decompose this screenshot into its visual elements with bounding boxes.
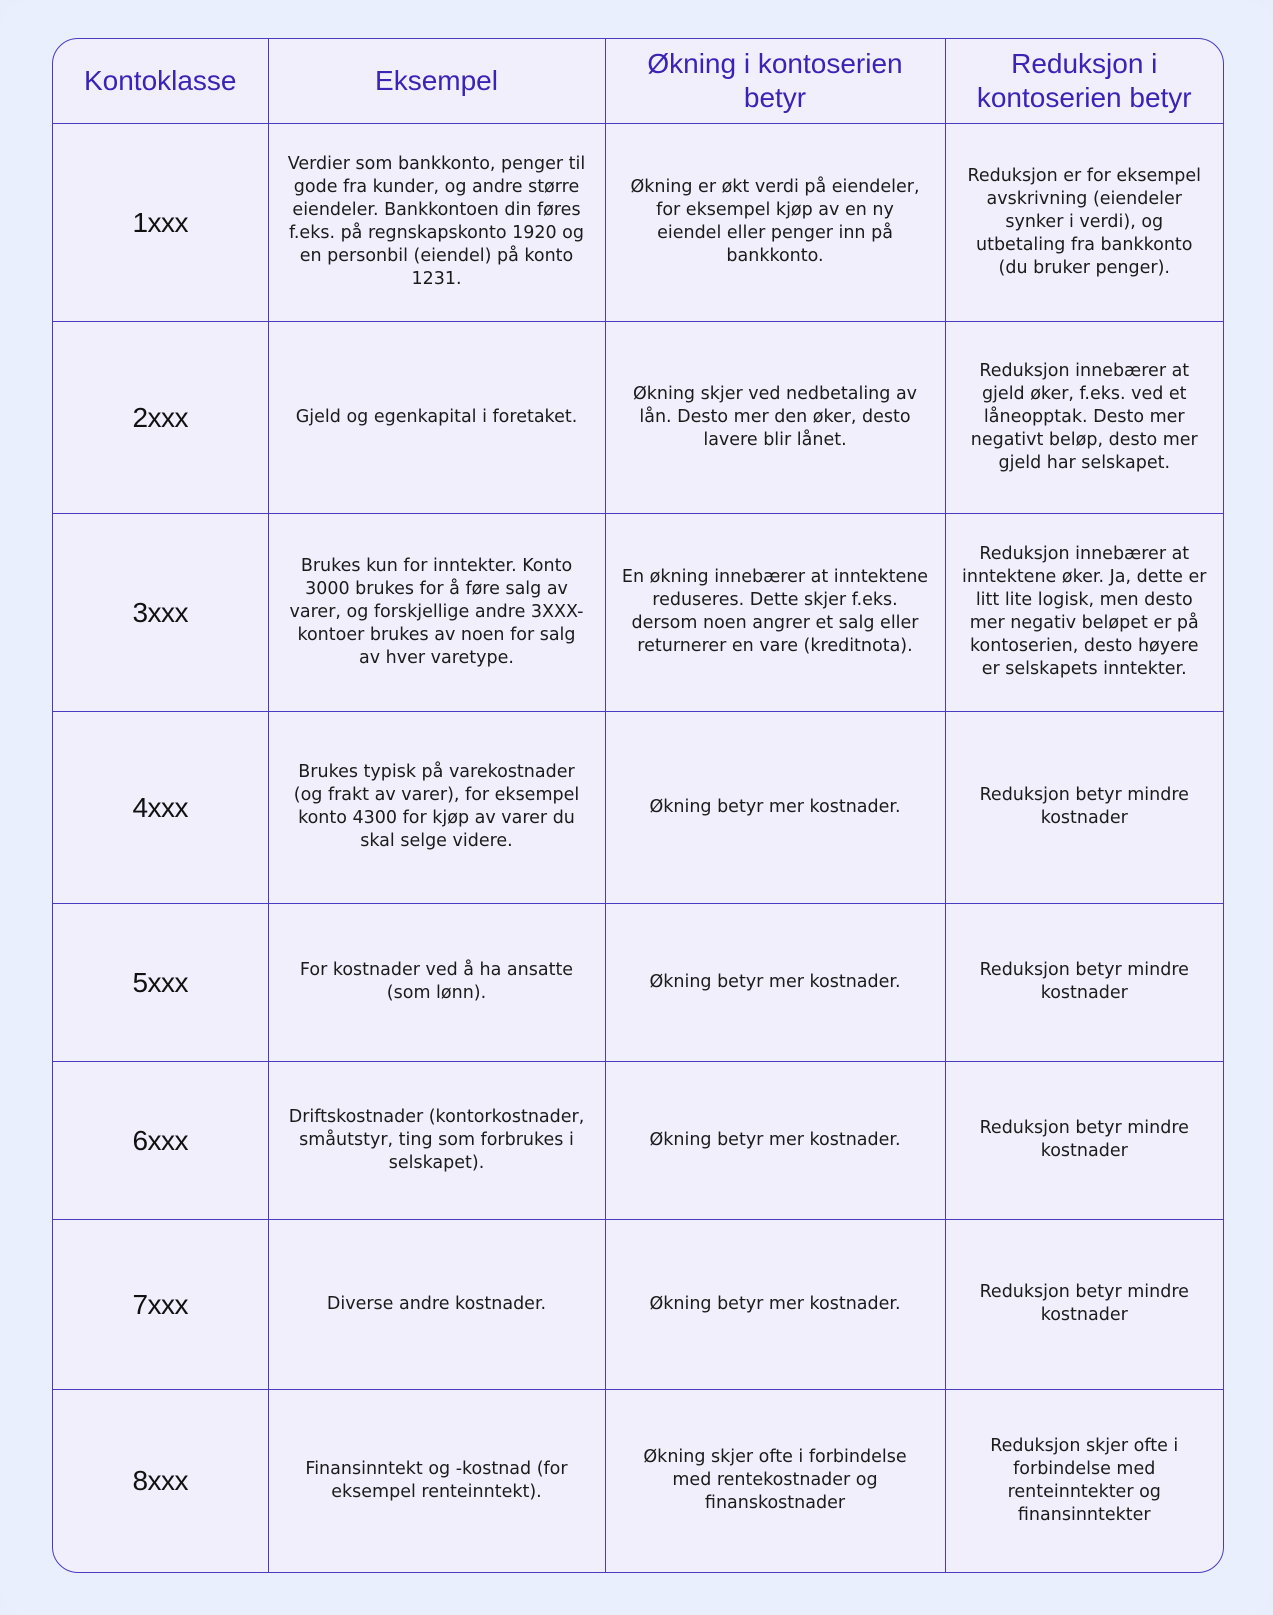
eksempel-cell: Driftskostnader (kontorkostnader, småutstyr, ting som forbrukes i selskapet).: [268, 1061, 605, 1219]
reduksjon-cell: Reduksjon innebærer at inntektene øker. Ja, dette er litt lite logisk, men desto mer negativ beløpet er på kontoserien, desto høyere er selskapets inntekter.: [945, 513, 1223, 711]
header-row: [53, 39, 1223, 123]
table-row: [53, 1219, 1223, 1389]
eksempel-cell: For kostnader ved å ha ansatte (som lønn).: [268, 903, 605, 1061]
kontoklasse-cell: 5xxx: [53, 903, 268, 1061]
reduksjon-cell: Reduksjon betyr mindre kostnader: [945, 903, 1223, 1061]
kontoklasse-cell: 6xxx: [53, 1061, 268, 1219]
kontoklasse-cell: 3xxx: [53, 513, 268, 711]
kontoklasse-cell: 2xxx: [53, 321, 268, 513]
kontoklasse-cell: 7xxx: [53, 1219, 268, 1389]
table-row: [53, 321, 1223, 513]
header-okning: Økning i kontoserien betyr: [605, 39, 945, 123]
kontoklasse-cell: 4xxx: [53, 711, 268, 903]
okning-cell: Økning betyr mer kostnader.: [605, 1219, 945, 1389]
reduksjon-cell: Reduksjon skjer ofte i forbindelse med renteinntekter og finansinntekter: [990, 1435, 1179, 1525]
okning-cell: Økning betyr mer kostnader.: [605, 711, 945, 903]
kontoklasse-table: [53, 39, 1223, 1572]
table-row: [53, 123, 1223, 321]
okning-cell: Økning er økt verdi på eiendeler, for eksempel kjøp av en ny eiendel eller penger inn på bankkonto.: [605, 123, 945, 321]
header-kontoklasse: Kontoklasse: [53, 39, 268, 123]
okning-cell: Økning skjer ofte i forbindelse med rentekostnader og finanskostnader: [605, 1389, 945, 1572]
header-reduksjon: Reduksjon i kontoserien betyr: [945, 39, 1223, 123]
table-row: [53, 903, 1223, 1061]
reduksjon-cell: Reduksjon betyr mindre kostnader: [945, 1061, 1223, 1219]
okning-cell: Økning betyr mer kostnader.: [605, 903, 945, 1061]
reduksjon-cell: Reduksjon betyr mindre kostnader: [945, 711, 1223, 903]
reduksjon-cell: Reduksjon innebærer at gjeld øker, f.eks. ved et låneopptak. Desto mer negativt beløp, desto mer gjeld har selskapet.: [945, 321, 1223, 513]
reduksjon-cell: Reduksjon er for eksempel avskrivning (eiendeler synker i verdi), og utbetaling fra bankkonto (du bruker penger).: [945, 123, 1223, 321]
eksempel-cell: Brukes typisk på varekostnader (og frakt av varer), for eksempel konto 4300 for kjøp av varer du skal selge videre.: [268, 711, 605, 903]
okning-cell: En økning innebærer at inntektene reduseres. Dette skjer f.eks. dersom noen angrer et salg eller returnerer en vare (kreditnota).: [605, 513, 945, 711]
okning-cell: Økning skjer ved nedbetaling av lån. Desto mer den øker, desto lavere blir lånet.: [605, 321, 945, 513]
eksempel-cell: Verdier som bankkonto, penger til gode fra kunder, og andre større eiendeler. Bankkontoen din føres f.eks. på regnskapskonto 1920 og en personbil (eiendel) på konto 1231.: [268, 123, 605, 321]
okning-cell: Økning betyr mer kostnader.: [605, 1061, 945, 1219]
eksempel-cell: Brukes kun for inntekter. Konto 3000 brukes for å føre salg av varer, og forskjellige andre 3XXX-kontoer brukes av noen for salg av hver varetype.: [268, 513, 605, 711]
table-row: [53, 513, 1223, 711]
kontoklasse-table-container: [52, 38, 1224, 1573]
reduksjon-cell: Reduksjon betyr mindre kostnader: [945, 1219, 1223, 1389]
eksempel-cell: Diverse andre kostnader.: [268, 1219, 605, 1389]
header-eksempel: Eksempel: [268, 39, 605, 123]
eksempel-cell: Gjeld og egenkapital i foretaket.: [268, 321, 605, 513]
eksempel-cell: Finansinntekt og -kostnad (for eksempel renteinntekt).: [268, 1389, 605, 1572]
table-row: [53, 711, 1223, 903]
kontoklasse-cell: 1xxx: [53, 123, 268, 321]
kontoklasse-cell: 8xxx: [53, 1389, 268, 1572]
table-row: [53, 1389, 1223, 1572]
table-row: [53, 1061, 1223, 1219]
